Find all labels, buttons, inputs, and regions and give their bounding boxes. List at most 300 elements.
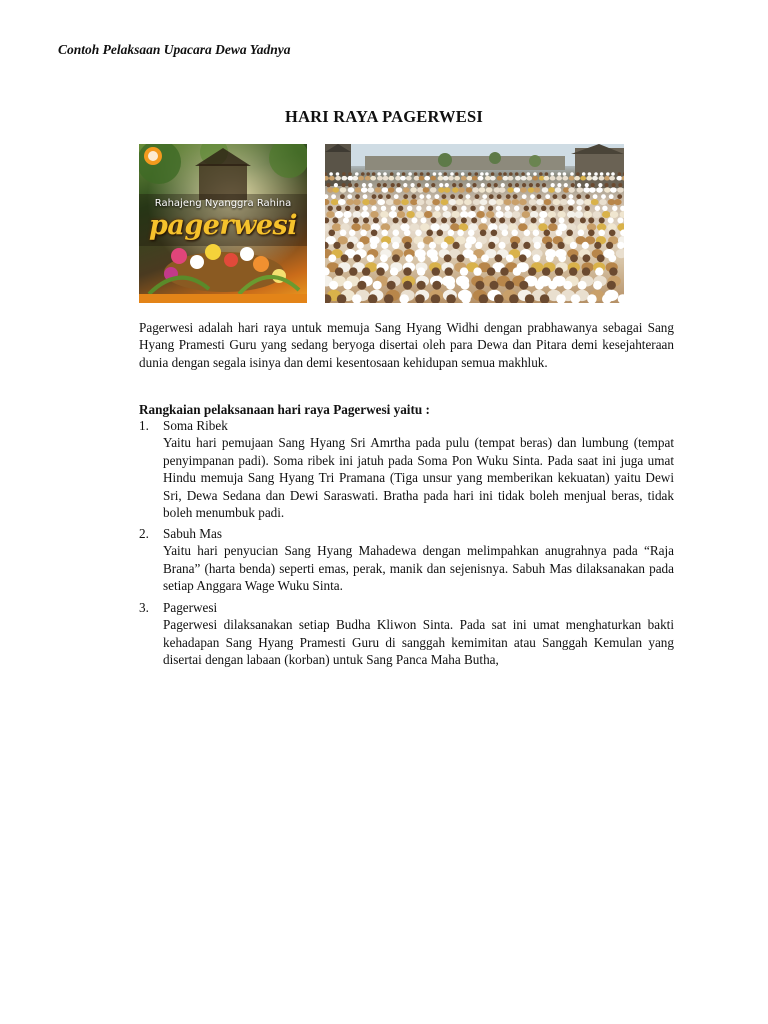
crowd-head <box>530 194 535 199</box>
crowd-head <box>511 230 518 237</box>
crowd-head <box>606 242 613 249</box>
list-item-description: Yaitu hari pemujaan Sang Hyang Sri Amrtha pada pulu (tempat beras) dan lumbung (tempat penyimpanan padi). Soma ribek ini jatuh pada Soma Pon Wuku Sinta. Pada saat ini juga umat Hindu memuja Sang Hyang Tri Pramana (Tiga unsur yang memberikan kekuatan) yaitu Dewi Sri, Dewa Sedana dan Dewi Saraswati. Bratha pada hari ini tidak boleh menjual beras, tidak boleh menumbuk padi. <box>163 435 674 521</box>
crowd-head <box>582 242 589 249</box>
crowd-figure <box>348 187 355 192</box>
crowd-head <box>501 183 505 187</box>
crowd-head <box>542 183 546 187</box>
crowd-head <box>419 194 424 199</box>
crowd-figure <box>400 176 406 181</box>
crowd-head <box>353 254 361 262</box>
crowd-head <box>505 206 510 211</box>
crowd-figure <box>365 176 371 181</box>
crowd-figure <box>610 211 618 218</box>
crowd-head <box>564 183 568 187</box>
crowd-head <box>580 217 586 223</box>
crowd-head <box>583 254 591 262</box>
crowd-figure <box>515 176 521 181</box>
crowd-head <box>521 172 525 176</box>
crowd-figure <box>458 187 465 192</box>
crowd-head <box>576 194 581 199</box>
crowd-head <box>450 172 454 176</box>
crowd-head <box>421 217 427 223</box>
crowd-figure <box>340 187 347 192</box>
crowd-head <box>402 217 408 223</box>
crowd-figure <box>593 211 601 218</box>
crowd-figure <box>508 176 514 181</box>
crowd-head <box>343 281 352 290</box>
crowd-head <box>563 281 572 290</box>
crowd-head <box>470 206 475 211</box>
poster-title-text: pagerwesi <box>148 210 298 241</box>
crowd-figure <box>560 199 568 205</box>
crowd-figure <box>575 211 583 218</box>
crowd-head <box>563 172 567 176</box>
crowd-head <box>328 254 336 262</box>
crowd-head <box>371 230 378 237</box>
crowd-head <box>393 217 399 223</box>
crowd-head <box>569 267 577 275</box>
crowd-figure <box>355 187 362 192</box>
crowd-figure <box>454 176 460 181</box>
crowd-figure <box>466 187 473 192</box>
crowd-figure <box>583 187 590 192</box>
crowd-head <box>347 242 354 249</box>
crowd-head <box>360 230 367 237</box>
crowd-head <box>531 217 537 223</box>
crowd-head <box>380 254 388 262</box>
crowd-head <box>556 230 563 237</box>
crowd-head <box>524 230 531 237</box>
crowd-head <box>582 267 590 275</box>
crowd-head <box>537 194 542 199</box>
crowd-head <box>381 206 386 211</box>
crowd-figure <box>353 211 361 218</box>
crowd-figure <box>397 211 405 218</box>
crowd-figure <box>353 199 361 205</box>
crowd-figure <box>512 199 520 205</box>
crowd-head <box>445 183 449 187</box>
crowd-head <box>465 242 472 249</box>
list-item-number: 1. <box>139 418 149 433</box>
crowd-head <box>539 217 545 223</box>
crowd-figure <box>486 211 494 218</box>
crowd-head <box>479 206 484 211</box>
crowd-figure <box>496 199 504 205</box>
crowd-head <box>570 254 578 262</box>
crowd-figure <box>604 187 611 192</box>
crowd-head <box>460 267 468 275</box>
document-title: HARI RAYA PAGERWESI <box>285 107 483 126</box>
crowd-head <box>332 217 338 223</box>
crowd-figure <box>542 187 549 192</box>
crowd-head <box>617 217 623 223</box>
crowd-figure <box>361 211 369 218</box>
crowd-head <box>500 267 508 275</box>
crowd-head <box>528 267 536 275</box>
crowd-head <box>551 172 555 176</box>
crowd-head <box>437 230 444 237</box>
crowd-head <box>601 194 606 199</box>
crowd-head <box>559 217 565 223</box>
crowd-head <box>549 206 554 211</box>
crowd-figure <box>449 199 457 205</box>
crowd-head <box>550 217 556 223</box>
crowd-head <box>594 242 601 249</box>
crowd-head <box>417 183 421 187</box>
crowd-figure <box>489 199 497 205</box>
crowd-figure <box>326 211 334 218</box>
crowd-head <box>445 267 453 275</box>
crowd-head <box>593 194 598 199</box>
crowd-head <box>490 281 499 290</box>
crowd-head <box>481 217 487 223</box>
crowd-figure <box>503 176 509 181</box>
crowd-head <box>475 194 480 199</box>
crowd-head <box>404 230 411 237</box>
crowd-head <box>609 194 614 199</box>
crowd-figure <box>562 176 568 181</box>
crowd-head <box>472 183 476 187</box>
crowd-head <box>418 254 426 262</box>
crowd-head <box>618 172 622 176</box>
crowd-figure <box>534 187 541 192</box>
crowd-head <box>444 254 452 262</box>
crowd-figure <box>478 176 484 181</box>
crowd-head <box>491 230 498 237</box>
crowd-figure <box>602 211 610 218</box>
crowd-figure <box>410 199 418 205</box>
crowd-figure <box>335 176 341 181</box>
crowd-head <box>489 194 494 199</box>
crowd-figure <box>452 211 460 218</box>
crowd-head <box>608 254 616 262</box>
crowd-head <box>348 172 352 176</box>
crowd-head <box>599 217 605 223</box>
crowd-head <box>334 183 338 187</box>
crowd-figure <box>362 199 370 205</box>
crowd-figure <box>335 211 343 218</box>
crowd-figure <box>596 187 603 192</box>
crowd-head <box>497 194 502 199</box>
crowd-figure <box>361 187 368 192</box>
crowd-figure <box>403 187 410 192</box>
crowd-head <box>438 172 442 176</box>
crowd-figure <box>528 187 535 192</box>
crowd-head <box>534 242 541 249</box>
crowd-head <box>347 194 352 199</box>
crowd-head <box>368 183 372 187</box>
crowd-head <box>499 217 505 223</box>
crowd-figure <box>341 176 347 181</box>
crowd-figure <box>410 187 417 192</box>
crowd-figure <box>521 176 527 181</box>
crowd-head <box>506 194 511 199</box>
crowd-head <box>331 194 336 199</box>
crowd-head <box>403 194 408 199</box>
crowd-figure <box>443 211 451 218</box>
crowd-head <box>612 183 616 187</box>
crowd-head <box>473 267 481 275</box>
crowd-figure <box>430 176 436 181</box>
crowd-head <box>519 217 525 223</box>
crowd-figure <box>495 211 503 218</box>
crowd-figure <box>325 199 329 205</box>
crowd-head <box>505 281 514 290</box>
crowd-head <box>390 267 398 275</box>
crowd-head <box>588 217 594 223</box>
crowd-head <box>509 172 513 176</box>
crowd-figure <box>519 199 527 205</box>
crowd-head <box>404 242 411 249</box>
crowd-head <box>611 172 615 176</box>
crowd-figure <box>490 176 496 181</box>
crowd-figure <box>406 176 412 181</box>
crowd-head <box>490 217 496 223</box>
crowd-head <box>585 206 590 211</box>
crowd-figure <box>343 211 351 218</box>
crowd-head <box>545 194 550 199</box>
crowd-figure <box>352 176 358 181</box>
crowd-head <box>606 172 610 176</box>
crowd-head <box>495 254 503 262</box>
crowd-figure <box>415 211 423 218</box>
crowd-head <box>329 230 336 237</box>
crowd-figure <box>472 187 479 192</box>
crowd-head <box>466 194 471 199</box>
crowd-figure <box>504 211 512 218</box>
crowd-figure <box>548 211 556 218</box>
crowd-head <box>326 183 330 187</box>
crowd-head <box>429 242 436 249</box>
crowd-head <box>431 217 437 223</box>
crowd-head <box>600 172 604 176</box>
crowd-figure <box>568 187 575 192</box>
crowd-figure <box>347 176 353 181</box>
crowd-head <box>441 217 447 223</box>
crowd-figure <box>386 199 394 205</box>
crowd-head <box>514 206 519 211</box>
crowd-head <box>372 172 376 176</box>
crowd-figure <box>599 176 605 181</box>
crowd-head <box>412 194 417 199</box>
crowd-head <box>468 230 475 237</box>
crowd-head <box>457 254 465 262</box>
crowd-head <box>432 267 440 275</box>
crowd-head <box>595 267 603 275</box>
crowd-head <box>355 194 360 199</box>
crowd-head <box>612 206 617 211</box>
crowd-figure <box>370 176 376 181</box>
crowd-head <box>355 206 360 211</box>
crowd-head <box>609 267 617 275</box>
crowd-figure <box>382 187 389 192</box>
crowd-head <box>398 206 403 211</box>
crowd-figure <box>419 176 425 181</box>
list-item-description: Yaitu hari penyucian Sang Hyang Mahadewa dengan melimpahkan anugrahnya pada “Raja Brana” (harta benda) seperti emas, perak, manik dan sejenisnya. Sabuh Mas dilaksanakan pada setiap Anggara Wage Wuku Sinta. <box>163 543 674 594</box>
crowd-figure <box>329 176 335 181</box>
crowd-head <box>329 172 333 176</box>
crowd-head <box>403 281 412 290</box>
crowd-head <box>442 194 447 199</box>
crowd-figure <box>591 199 599 205</box>
crowd-head <box>588 230 595 237</box>
crowd-head <box>502 230 509 237</box>
crowd-head <box>414 172 418 176</box>
crowd-head <box>397 183 401 187</box>
crowd-head <box>570 242 577 249</box>
crowd-head <box>340 194 345 199</box>
crowd-figure <box>461 176 467 181</box>
crowd-figure <box>396 187 403 192</box>
crowd-head <box>531 206 536 211</box>
crowd-figure <box>617 187 624 192</box>
crowd-head <box>609 230 616 237</box>
crowd-head <box>349 267 357 275</box>
crowd-head <box>341 254 349 262</box>
crowd-head <box>539 172 543 176</box>
crowd-head <box>342 172 346 176</box>
crowd-head <box>570 172 574 176</box>
crowd-figure <box>539 211 547 218</box>
crowd-head <box>597 254 605 262</box>
crowd-head <box>594 172 598 176</box>
crowd-figure <box>589 187 596 192</box>
crowd-head <box>569 217 575 223</box>
crowd-head <box>343 217 349 223</box>
crowd-head <box>430 254 438 262</box>
crowd-figure <box>599 199 607 205</box>
crowd-head <box>569 194 574 199</box>
crowd-figure <box>438 187 445 192</box>
crowd-head <box>498 242 505 249</box>
crowd-figure <box>548 223 557 231</box>
crowd-head <box>533 172 537 176</box>
crowd-head <box>577 183 581 187</box>
crowd-head <box>607 281 616 290</box>
crowd-head <box>475 172 479 176</box>
crowd-figure <box>536 199 544 205</box>
crowd-figure <box>548 187 555 192</box>
crowd-head <box>342 183 346 187</box>
crowd-figure <box>426 199 434 205</box>
crowd-head <box>381 230 388 237</box>
crowd-figure <box>388 176 394 181</box>
crowd-head <box>458 194 463 199</box>
crowd-figure <box>476 211 484 218</box>
crowd-head <box>336 172 340 176</box>
crowd-figure <box>580 176 586 181</box>
crowd-head <box>366 172 370 176</box>
crowd-head <box>523 242 530 249</box>
crowd-figure <box>383 176 389 181</box>
crowd-head <box>506 254 514 262</box>
crowd-figure <box>620 211 624 218</box>
crowd-head <box>426 194 431 199</box>
crowd-head <box>604 183 608 187</box>
crowd-figure <box>592 176 598 181</box>
crowd-figure <box>358 176 364 181</box>
crowd-figure <box>526 176 532 181</box>
crowd-head <box>372 194 377 199</box>
crowd-head <box>553 194 558 199</box>
crowd-head <box>370 242 377 249</box>
crowd-head <box>373 217 379 223</box>
crowd-head <box>585 183 589 187</box>
crowd-figure <box>576 199 584 205</box>
crowd-heads-group <box>325 172 624 303</box>
crowd-head <box>390 172 394 176</box>
crowd-head <box>488 206 493 211</box>
crowd-head <box>446 281 455 290</box>
crowd-figure <box>499 187 506 192</box>
crowd-head <box>392 242 399 249</box>
crowd-figure <box>389 211 397 218</box>
crowd-head <box>461 172 465 176</box>
crowd-head <box>397 172 401 176</box>
crowd-head <box>386 194 391 199</box>
crowd-figure <box>473 199 481 205</box>
crowd-head <box>325 217 329 223</box>
crowd-head <box>453 242 460 249</box>
crowd-figure <box>550 176 556 181</box>
crowd-head <box>485 172 489 176</box>
crowd-head <box>433 172 437 176</box>
crowd-figure <box>333 187 340 192</box>
list-item-name: Pagerwesi <box>163 600 218 615</box>
crowd-figure <box>377 176 383 181</box>
crowd-figure <box>468 211 476 218</box>
worshippers-crowd-photo <box>325 144 624 303</box>
crowd-head <box>391 183 395 187</box>
crowd-head <box>491 172 495 176</box>
crowd-figure <box>414 176 420 181</box>
crowd-head <box>522 183 526 187</box>
crowd-head <box>450 194 455 199</box>
crowd-head <box>546 254 554 262</box>
crowd-head <box>377 172 381 176</box>
crowd-head <box>357 242 364 249</box>
crowd-head <box>475 242 482 249</box>
crowd-head <box>328 206 333 211</box>
crowd-head <box>325 194 328 199</box>
crowd-figure <box>514 187 521 192</box>
crowd-head <box>378 194 383 199</box>
crowd-head <box>383 183 387 187</box>
crowd-head <box>435 206 440 211</box>
crowd-figure <box>370 211 378 218</box>
crowd-figure <box>375 187 382 192</box>
crowd-head <box>558 172 562 176</box>
crowd-head <box>513 194 518 199</box>
crowd-head <box>557 183 561 187</box>
crowd-head <box>544 230 551 237</box>
crowd-head <box>591 183 595 187</box>
crowd-head <box>417 267 425 275</box>
crowd-figure <box>616 176 622 181</box>
crowd-head <box>511 242 518 249</box>
crowd-head <box>519 281 528 290</box>
crowd-head <box>618 183 622 187</box>
crowd-head <box>417 242 424 249</box>
crowd-head <box>588 172 592 176</box>
crowd-figure <box>430 187 437 192</box>
crowd-head <box>578 230 585 237</box>
crowd-head <box>435 194 440 199</box>
crowd-figure <box>569 176 575 181</box>
crowd-head <box>468 172 472 176</box>
crowd-head <box>335 267 343 275</box>
crowd-head <box>618 294 624 303</box>
